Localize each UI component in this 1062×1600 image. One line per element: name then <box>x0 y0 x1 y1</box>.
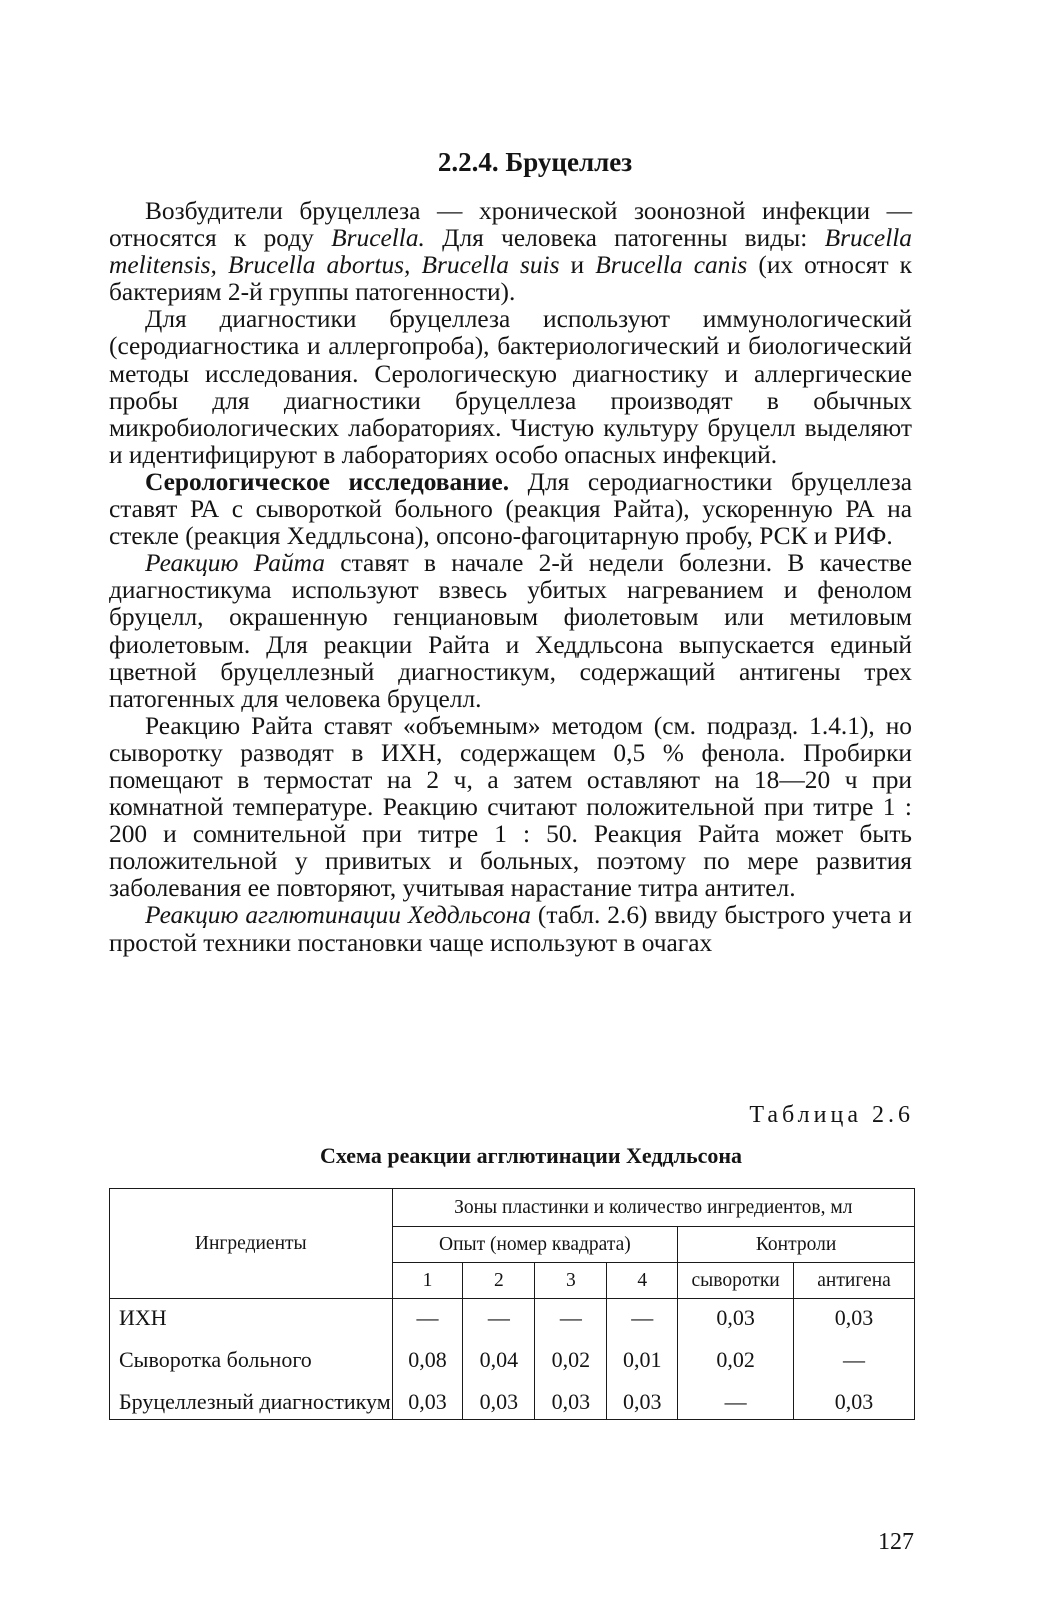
table-caption: Схема реакции агглютинации Хеддльсона <box>319 1143 743 1168</box>
paragraph-5: Реакцию Райта ставят «объемным» методом (см. подразд. 1.4.1), но сыворотку разводят в ИХН, содержащем 0,5 % фенола. Пробирки помещают в термостат на 2 ч, а затем оставляют на 18—20 ч при комнатной температуре. Реакцию считают положительной при титре 1 : 200 и сомнительной при титре 1 : 50. Реакция Райта может быть положительной у привитых и больных, поэтому по мере развития заболевания ее повторяют, учитывая нарастание титра антител. <box>109 711 912 903</box>
paragraph-1-text-e: и <box>559 251 596 280</box>
cell: 0,03 <box>678 1299 794 1344</box>
cell: — <box>794 1343 915 1385</box>
paragraph-2: Для диагностики бруцеллеза используют иммунологический (серодиагностика и аллергопроба), бактериологический и биологический методы исследования. Серологическую диагностику и аллергические пробы для диагностики бруцеллеза производят в обычных микробиологических лабораториях. Чистую культуру бруцелл выделяют и идентифицируют в лабораториях особо опасных инфекций. <box>109 305 912 469</box>
paragraph-3-text: Для серодиагностики бруцеллеза ставят РА с сывороткой больного (реакция Райта), ускоренную РА на стекле (реакция Хеддльсона), опсоно-фагоцитарную пробу, РСК и РИФ. <box>109 467 912 551</box>
cell: 0,03 <box>794 1385 915 1420</box>
paragraph-4 <box>109 550 912 713</box>
table-label: Таблица 2.6 <box>749 1102 914 1128</box>
paragraph-4-lead: Реакцию Райта <box>145 549 325 578</box>
cell: 0,01 <box>607 1343 678 1385</box>
row-name: Бруцеллезный диагностикум <box>110 1385 393 1420</box>
cell: 0,03 <box>794 1299 915 1344</box>
paragraph-1-text-c: Для человека патогенны виды: <box>424 224 825 253</box>
cell: 0,03 <box>463 1385 535 1420</box>
cell: 0,03 <box>535 1385 607 1420</box>
header-col-3: 3 <box>535 1263 607 1299</box>
section-heading: 2.2.4. Бруцеллез <box>437 147 633 177</box>
table-row <box>110 1385 915 1420</box>
cell: 0,03 <box>392 1385 463 1420</box>
row-name: Сыворотка больного <box>110 1343 393 1385</box>
page-number: 127 <box>878 1529 914 1555</box>
cell: 0,04 <box>463 1343 535 1385</box>
header-col-4: 4 <box>607 1263 678 1299</box>
species-list: Brucella melitensis, Brucella abortus, Brucella suis <box>109 224 912 280</box>
header-serum-control: сыворотки <box>678 1263 794 1299</box>
paragraph-1-text-g: (их относят к бактериям 2-й группы патогенности). <box>109 251 912 307</box>
row-name: ИХН <box>110 1299 393 1344</box>
header-controls: Контроли <box>678 1227 915 1263</box>
header-antigen-control: антигена <box>794 1263 915 1299</box>
cell: — <box>678 1385 794 1420</box>
paragraph-4-text: ставят в начале 2-й недели болезни. В качестве диагностикума используют взвесь убитых нагреванием и фенолом бруцелл, окрашенную генциановым фиолетовым или метиловым фиолетовым. Для реакции Райта и Хеддльсона выпускается единый цветной бруцеллезный диагностикум, содержащий антигены трех патогенных для человека бруцелл. <box>109 549 912 713</box>
body-text <box>109 198 912 957</box>
paragraph-6-lead: Реакцию агглютинации Хеддльсона <box>145 901 531 930</box>
cell: 0,08 <box>392 1343 463 1385</box>
cell: 0,03 <box>607 1385 678 1420</box>
paragraph-6-text: (табл. 2.6) ввиду быстрого учета и простой техники постановки чаще используют в очагах <box>109 901 912 957</box>
header-col-2: 2 <box>463 1263 535 1299</box>
header-experiment: Опыт (номер квадрата) <box>392 1227 678 1263</box>
paragraph-3 <box>109 469 912 550</box>
cell: — <box>463 1299 535 1344</box>
table-row <box>110 1299 915 1344</box>
header-ingredients: Ингредиенты <box>110 1189 393 1299</box>
cell: 0,02 <box>678 1343 794 1385</box>
cell: — <box>392 1299 463 1344</box>
header-zones: Зоны пластинки и количество ингредиентов, мл <box>392 1189 914 1227</box>
heddleson-table <box>109 1188 915 1420</box>
header-col-1: 1 <box>392 1263 463 1299</box>
paragraph-1-text-a: Возбудители бруцеллеза — хронической зоонозной инфекции — относятся к роду <box>109 197 912 253</box>
cell: — <box>535 1299 607 1344</box>
genus-name: Brucella. <box>331 224 425 253</box>
cell: 0,02 <box>535 1343 607 1385</box>
paragraph-3-lead: Серологическое исследование. <box>145 467 510 496</box>
species-canis: Brucella canis <box>595 251 748 280</box>
paragraph-1 <box>109 198 912 306</box>
cell: — <box>607 1299 678 1344</box>
table-row <box>110 1343 915 1385</box>
paragraph-6 <box>109 902 912 956</box>
